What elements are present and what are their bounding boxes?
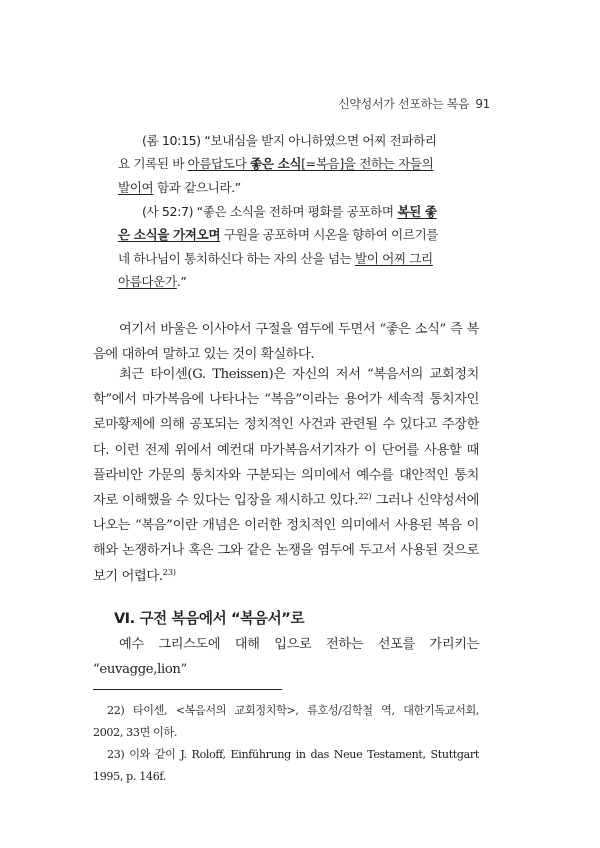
quote-romans-text: “보내심을 받지 아니하였으면 어찌 전파하리요 기록된 바 [118, 133, 437, 172]
paragraph-2-text-2: 그러나 신약성서에 나오는 “복음”이란 개념은 이러한 정치적인 의미에서 사용된 복음 이해와 논쟁하거나 혹은 그와 같은 논쟁을 염두에 두고서 사용된 것으로 보기 어렵다. [93, 493, 479, 584]
quote-isaiah-text: “좋은 소식을 전하며 평화를 공포하며 [193, 204, 398, 219]
quote-isaiah-middle: 구원을 공포하며 시온을 향하여 이르기를 네 하나님이 통치하신다 하는 자의 산을 넘는 [118, 227, 439, 266]
running-header [338, 95, 490, 112]
quote-romans-end: 함과 같으니라.” [153, 179, 241, 195]
quote-romans-underline-1: 아름답도다 [187, 156, 251, 172]
quote-romans-ref: (롬 10:15) [142, 133, 201, 148]
footnote-ref-22[interactable]: 22) [358, 492, 372, 503]
quote-isaiah [118, 200, 444, 294]
paragraph-3-text: 예수 그리스도에 대해 입으로 전하는 선포를 가리키는 “euvagge,lion” [93, 637, 479, 678]
paragraph-1 [93, 317, 479, 367]
quote-romans-underline-2: [=복음]을 전하는 자들의 발이여 [118, 156, 434, 195]
quote-isaiah-bold: 복된 좋은 소식을 가져오며 [118, 204, 437, 243]
footnote-23: 23) 이와 같이 J. Roloff, Einführung in das Neue Testament, Stuttgart 1995, p. 146f. [93, 748, 479, 783]
footnote-22: 22) 타이센, <복음서의 교회정치학>, 류호성/김학철 역, 대한기독교서회, 2002, 33면 이하. [93, 704, 479, 739]
paragraph-3 [93, 632, 479, 682]
quote-isaiah-end: .” [176, 274, 187, 290]
paragraph-2-text: 최근 타이센(G. Theissen)은 자신의 저서 “복음서의 교회정치학”에서 마가복음에 나타나는 “복음”이라는 용어가 세속적 통치자인 로마황제에 의해 공포되는 정치적인 사건과 관련될 수 있다고 주장한다. 이런 전제 위에서 예컨대 마가복음서기자가 이 단어를 사용할 때 플라비안 가문의 통치자와 구분되는 의미에서 예수를 대안적인 통치자로 이해했을 수 있다는 입장을 제시하고 있다. [93, 367, 479, 509]
paragraph-1-text: 여기서 바울은 이사야서 구절을 염두에 두면서 “좋은 소식” 즉 복음에 대하여 말하고 있는 것이 확실하다. [93, 322, 479, 363]
paragraph-2 [93, 362, 479, 589]
quote-romans-bold: 좋은 소식 [250, 156, 302, 172]
section-heading: Ⅵ. 구전 복음에서 “복음서”로 [114, 610, 305, 627]
footnote-ref-23[interactable]: 23) [162, 567, 176, 578]
quote-romans [118, 129, 444, 199]
page-number: 91 [475, 97, 490, 111]
quote-isaiah-ref: (사 52:7) [142, 204, 194, 219]
running-title: 신약성서가 선포하는 복음 [338, 97, 470, 111]
footnote-divider [93, 689, 282, 690]
quote-isaiah-underline: 발이 어찌 그리 아름다운가 [118, 250, 433, 290]
footnotes [93, 700, 479, 788]
